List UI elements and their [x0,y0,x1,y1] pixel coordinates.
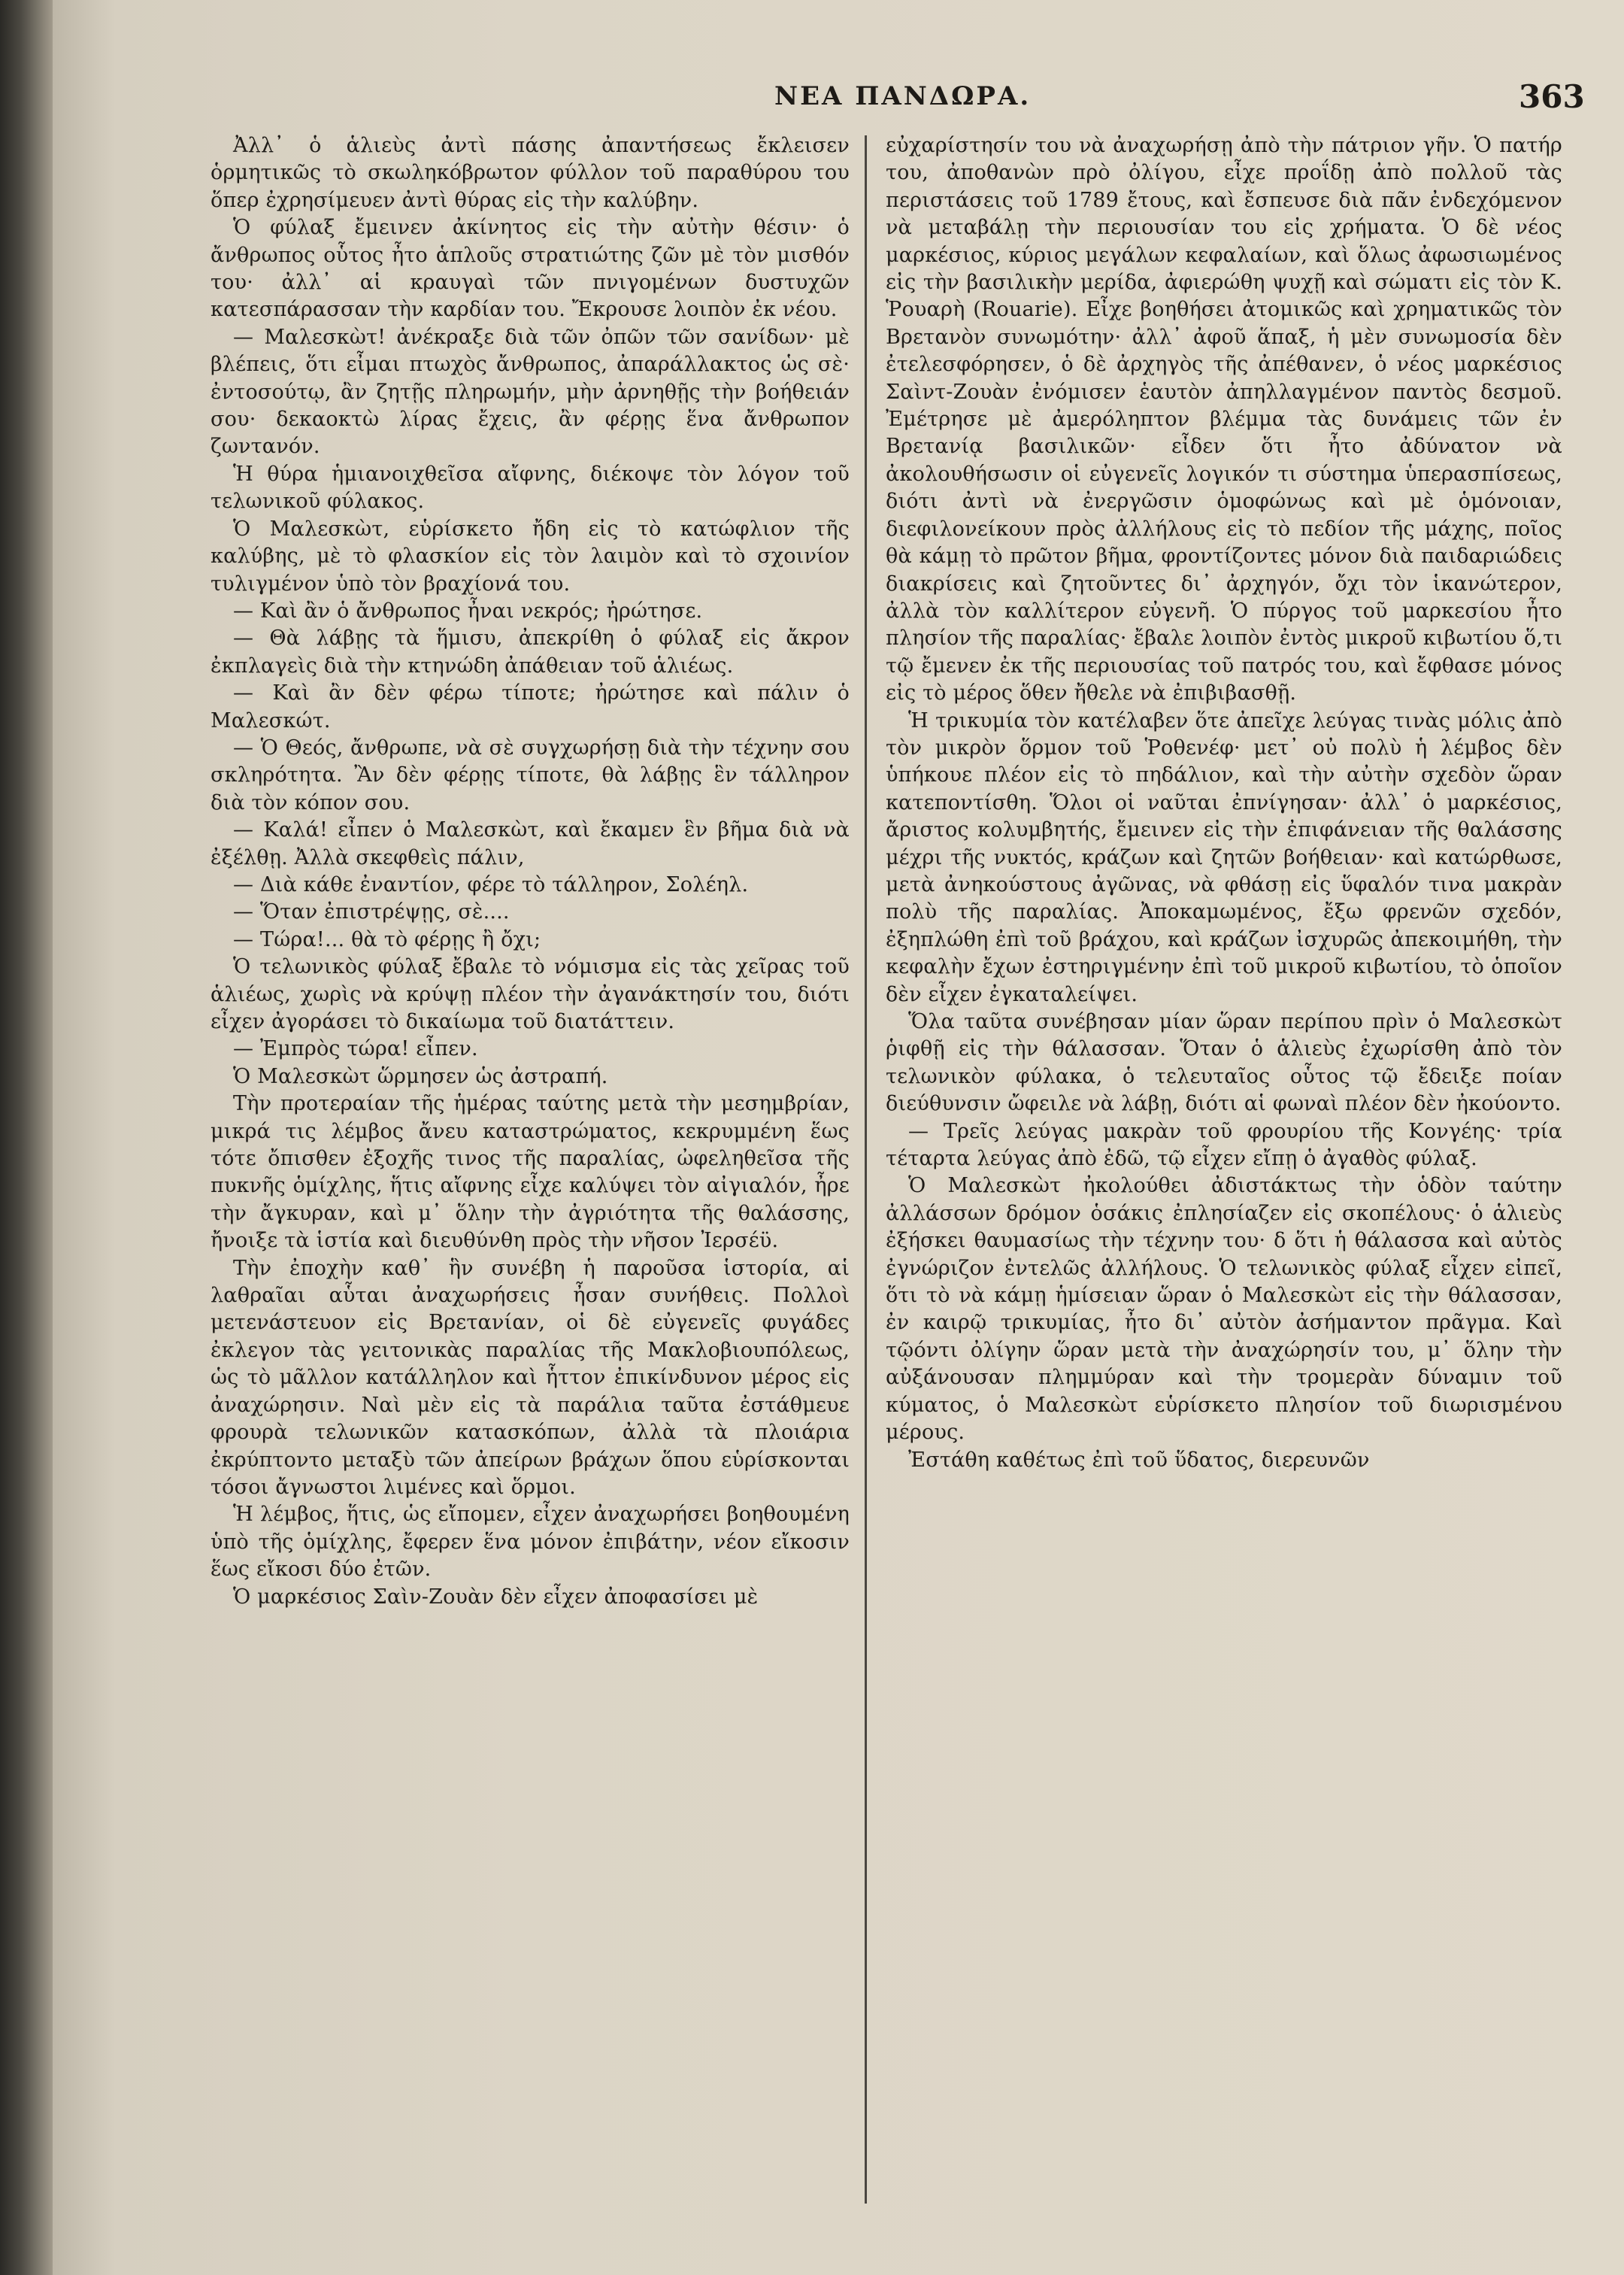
paragraph: Ἀλλ᾽ ὁ ἁλιεὺς ἀντὶ πάσης ἀπαντήσεως ἔκλεισεν ὁρμητικῶς τὸ σκωληκόβρωτον φύλλον τοῦ παραθύρου του ὅπερ ἐχρησίμευεν ἀντὶ θύρας εἰς τὴν καλύβην. [211,134,850,212]
paragraph: Τὴν ἐποχὴν καθ᾽ ἣν συνέβη ἡ παροῦσα ἱστορία, αἱ λαθραῖαι αὗται ἀναχωρήσεις ἦσαν συνήθεις. Πολλοὶ μετενάστευον εἰς Βρετανίαν, οἱ δὲ εὐγενεῖς φυγάδες ἐκλεγον τὰς γειτονικὰς παραλίας τῆς Μακλοβιουπόλεως, ὡς τὸ μᾶλλον κατάλληλον καὶ ἧττον ἐπικίνδυνον μέρος εἰς ἀναχώρησιν. Ναὶ μὲν εἰς τὰ παράλια ταῦτα ἐστάθμευε φρουρὰ τελωνικῶν κατασκόπων, ἀλλὰ τὰ πλοιάρια ἐκρύπτοντο μεταξὺ τῶν ἀπείρων βράχων ὅπου εὑρίσκονται τόσοι ἄγνωστοι λιμένες καὶ ὅρμοι. [211,1256,850,1499]
newspaper-page [53,0,1624,2275]
paragraph: — Καὶ ἂν ὁ ἄνθρωπος ἦναι νεκρός; ἠρώτησε. [233,599,703,623]
paragraph: — Καὶ ἂν δὲν φέρω τίποτε; ἠρώτησε καὶ πάλιν ὁ Μαλεσκώτ. [211,681,850,733]
paragraph: Ἐστάθη καθέτως ἐπὶ τοῦ ὕδατος, διερευνῶν [908,1448,1370,1472]
right-column [886,132,1562,1474]
paragraph: — Καλά! εἶπεν ὁ Μαλεσκὼτ, καὶ ἔκαμεν ἓν βῆμα διὰ νὰ ἐξέλθῃ. Ἀλλὰ σκεφθεὶς πάλιν, [211,818,850,869]
paragraph: — Τρεῖς λεύγας μακρὰν τοῦ φρουρίου τῆς Κονγέης· τρία τέταρτα λεύγας ἀπὸ ἐδῶ, τῷ εἶχεν εἴπῃ ὁ ἀγαθὸς φύλαξ. [886,1119,1562,1171]
page-header [53,78,1624,134]
paragraph: Ὁ τελωνικὸς φύλαξ ἔβαλε τὸ νόμισμα εἰς τὰς χεῖρας τοῦ ἁλιέως, χωρὶς νὰ κρύψῃ πλέον τὴν ἀγανάκτησίν του, διότι εἶχεν ἀγοράσει τὸ δικαίωμα τοῦ διατάττειν. [211,955,850,1033]
column-divider [865,135,867,2204]
paragraph: Ἡ τρικυμία τὸν κατέλαβεν ὅτε ἀπεῖχε λεύγας τινὰς μόλις ἀπὸ τὸν μικρὸν ὅρμον τοῦ Ῥοθενέφ· μετ᾽ οὐ πολὺ ἡ λέμβος δὲν ὑπήκουε πλέον εἰς τὸ πηδάλιον, καὶ τὴν αὐτὴν σχεδὸν ὥραν κατεποντίσθη. Ὅλοι οἱ ναῦται ἐπνίγησαν· ἀλλ᾽ ὁ μαρκέσιος, ἄριστος κολυμβητής, ἔμεινεν εἰς τὴν ἐπιφάνειαν τῆς θαλάσσης μέχρι τῆς νυκτός, κράζων καὶ ζητῶν βοήθειαν· καὶ κατώρθωσε, μετὰ ἀνηκούστους ἀγῶνας, νὰ φθάσῃ εἰς ὕφαλόν τινα μακρὰν πολὺ τῆς παραλίας. Ἀποκαμωμένος, ἔξω φρενῶν σχεδόν, ἐξηπλώθη ἐπὶ τοῦ βράχου, καὶ κράζων ἰσχυρῶς ἀπεκοιμήθη, τὴν κεφαλὴν ἔχων ἐστηριγμένην ἐπὶ τοῦ μικροῦ κιβωτίου, τὸ ὁποῖον δὲν εἶχεν ἐγκαταλείψει. [886,708,1562,1006]
paragraph: Ὁ Μαλεσκὼτ ὥρμησεν ὡς ἀστραπή. [233,1064,608,1088]
page-number: 363 [1519,78,1585,115]
paragraph: Ἡ θύρα ἡμιανοιχθεῖσα αἴφνης, διέκοψε τὸν λόγον τοῦ τελωνικοῦ φύλακος. [211,462,850,514]
paragraph: — Διὰ κάθε ἐναντίον, φέρε τὸ τάλληρον, Σολέηλ. [233,872,749,896]
running-title: ΝΕΑ ΠΑΝΔΩΡΑ. [774,81,1032,111]
scan-binding-shadow [0,0,53,2275]
paragraph: Ἡ λέμβος, ἥτις, ὡς εἴπομεν, εἶχεν ἀναχωρήσει βοηθουμένη ὑπὸ τῆς ὁμίχλης, ἔφερεν ἕνα μόνον ἐπιβάτην, νέον εἴκοσιν ἕως εἴκοσι δύο ἐτῶν. [211,1503,850,1582]
paragraph: — Τώρα!... θὰ τὸ φέρῃς ἢ ὄχι; [233,927,541,951]
paragraph: — Ἐμπρὸς τώρα! εἶπεν. [233,1037,478,1061]
paragraph: — Ὁ Θεός, ἄνθρωπε, νὰ σὲ συγχωρήσῃ διὰ τὴν τέχνην σου σκληρότητα. Ἂν δὲν φέρῃς τίποτε, θὰ λάβῃς ἓν τάλληρον διὰ τὸν κόπον σου. [211,736,850,814]
paragraph: εὐχαρίστησίν του νὰ ἀναχωρήσῃ ἀπὸ τὴν πάτριον γῆν. Ὁ πατήρ του, ἀποθανὼν πρὸ ὀλίγου, εἶχε προΐδῃ ἀπὸ πολλοῦ τὰς περιστάσεις τοῦ 1789 ἔτους, καὶ ἔσπευσε διὰ πᾶν ἐνδεχόμενον νὰ μεταβάλῃ τὴν περιουσίαν του εἰς χρήματα. Ὁ δὲ νέος μαρκέσιος, κύριος μεγάλων κεφαλαίων, καὶ ὅλως ἀφωσιωμένος εἰς τὴν βασιλικὴν μερίδα, ἀφιερώθη ψυχῇ καὶ σώματι εἰς τὸν Κ. Ῥουαρὴ (Rouarie). Εἶχε βοηθήσει ἀτομικῶς καὶ χρηματικῶς τὸν Βρετανὸν συνωμότην· ἀλλ᾽ ἀφοῦ ἅπαξ, ἡ μὲν συνωμοσία δὲν ἐτελεσφόρησεν, ὁ δὲ ἀρχηγὸς τῆς ἀπέθανεν, ὁ νέος μαρκέσιος Σαὶντ-Ζουὰν ἐνόμισεν ἑαυτὸν ἀπηλλαγμένον παντὸς δεσμοῦ. Ἐμέτρησε μὲ ἀμερόληπτον βλέμμα τὰς δυνάμεις τῶν ἐν Βρετανίᾳ βασιλικῶν· εἶδεν ὅτι ἦτο ἀδύνατον νὰ ἀκολουθήσωσιν οἱ εὐγενεῖς λογικόν τι σύστημα ὑπερασπίσεως, διότι ἀντὶ νὰ ἐνεργῶσιν ὁμοφώνως καὶ μὲ ὁμόνοιαν, διεφιλονείκουν πρὸς ἀλλήλους εἰς τὸ πεδίον τῆς μάχης, ποῖος θὰ κάμῃ τὸ πρῶτον βῆμα, φροντίζοντες μόνον διὰ παιδαριώδεις διακρίσεις καὶ ζητοῦντες δι᾽ ἀρχηγόν, ὄχι τὸν ἱκανώτερον, ἀλλὰ τὸν καλλίτερον εὐγενῆ. Ὁ πύργος τοῦ μαρκεσίου ἦτο πλησίον τῆς παραλίας· ἔβαλε λοιπὸν ἐντὸς μικροῦ κιβωτίου ὅ,τι τῷ ἔμενεν ἐκ τῆς περιουσίας τοῦ πατρός του, καὶ ἔφθασε μόνος εἰς τὸ μέρος ὅθεν ἤθελε νὰ ἐπιβιβασθῇ. [886,134,1562,705]
paragraph: — Θὰ λάβῃς τὰ ἥμισυ, ἀπεκρίθη ὁ φύλαξ εἰς ἄκρον ἐκπλαγεὶς διὰ τὴν κτηνώδη ἀπάθειαν τοῦ ἁλιέως. [211,626,850,678]
paragraph: Ὅλα ταῦτα συνέβησαν μίαν ὥραν περίπου πρὶν ὁ Μαλεσκὼτ ῥιφθῇ εἰς τὴν θάλασσαν. Ὅταν ὁ ἁλιεὺς ἐχωρίσθη ἀπὸ τὸν τελωνικὸν φύλακα, ὁ τελευταῖος οὗτος τῷ ἔδειξε ποίαν διεύθυνσιν ὤφειλε νὰ λάβῃ, διότι αἱ φωναὶ πλέον δὲν ἠκούοντο. [886,1010,1562,1116]
paragraph: Ὁ φύλαξ ἔμεινεν ἀκίνητος εἰς τὴν αὐτὴν θέσιν· ὁ ἄνθρωπος οὗτος ἦτο ἁπλοῦς στρατιώτης ζῶν μὲ τὸν μισθόν του· ἀλλ᾽ αἱ κραυγαὶ τῶν πνιγομένων δυστυχῶν κατεσπάρασσαν τὴν καρδίαν του. Ἔκρουσε λοιπὸν ἐκ νέου. [211,216,850,322]
paragraph: — Ὅταν ἐπιστρέψῃς, σὲ.... [233,900,510,924]
paragraph: Τὴν προτεραίαν τῆς ἡμέρας ταύτης μετὰ τὴν μεσημβρίαν, μικρά τις λέμβος ἄνευ καταστρώματος, κεκρυμμένη ἕως τότε ὄπισθεν ἐξοχῆς τινος τῆς παραλίας, ὠφεληθεῖσα τῆς πυκνῆς ὁμίχλης, ἥτις αἴφνης εἶχε καλύψει τὸν αἰγιαλόν, ἦρε τὴν ἄγκυραν, καὶ μ᾽ ὅλην τὴν ἀγριότητα τῆς θαλάσσης, ἤνοιξε τὰ ἱστία καὶ διευθύνθη πρὸς τὴν νῆσον Ἰερσέϋ. [211,1092,850,1253]
paragraph: Ὁ Μαλεσκὼτ ἠκολούθει ἀδιστάκτως τὴν ὁδὸν ταύτην ἀλλάσσων δρόμον ὁσάκις ἐπλησίαζεν εἰς σκοπέλους· ὁ ἁλιεὺς ἐξήσκει θαυμασίως τὴν τέχνην του· δ ὅτι ἡ θάλασσα καὶ αὐτὸς ἐγνώριζον ἐντελῶς ἀλλήλους. Ὁ τελωνικὸς φύλαξ εἶχεν εἰπεῖ, ὅτι τὸ νὰ κάμῃ ἡμίσειαν ὥραν ὁ Μαλεσκὼτ εἰς τὴν θάλασσαν, ἐν καιρῷ τρικυμίας, ἦτο δι᾽ αὐτὸν ἀσήμαντον πρᾶγμα. Καὶ τῷόντι ὀλίγην ὥραν μετὰ τὴν ἀναχώρησίν του, μ᾽ ὅλην τὴν αὐξάνουσαν πλημμύραν καὶ τὴν τρομερὰν δύναμιν τοῦ κύματος, ὁ Μαλεσκὼτ εὑρίσκετο πλησίον τοῦ διωρισμένου μέρους. [886,1174,1562,1445]
paragraph: — Μαλεσκὼτ! ἀνέκραξε διὰ τῶν ὀπῶν τῶν σανίδων· μὲ βλέπεις, ὅτι εἶμαι πτωχὸς ἄνθρωπος, ἀπαράλλακτος ὡς σὲ· ἐντοσούτῳ, ἂν ζητῇς πληρωμήν, μὴν ἀρνηθῇς τὴν βοήθειάν σου· δεκαοκτὼ λίρας ἔχεις, ἂν φέρῃς ἕνα ἄνθρωπον ζωντανόν. [211,325,850,459]
paragraph: Ὁ μαρκέσιος Σαὶν-Ζουὰν δὲν εἶχεν ἀποφασίσει μὲ [233,1585,759,1609]
left-column [211,132,850,1611]
paragraph: Ὁ Μαλεσκὼτ, εὑρίσκετο ἤδη εἰς τὸ κατώφλιον τῆς καλύβης, μὲ τὸ φλασκίον εἰς τὸν λαιμὸν καὶ τὸ σχοινίον τυλιγμένον ὑπὸ τὸν βραχίονά του. [211,517,850,596]
